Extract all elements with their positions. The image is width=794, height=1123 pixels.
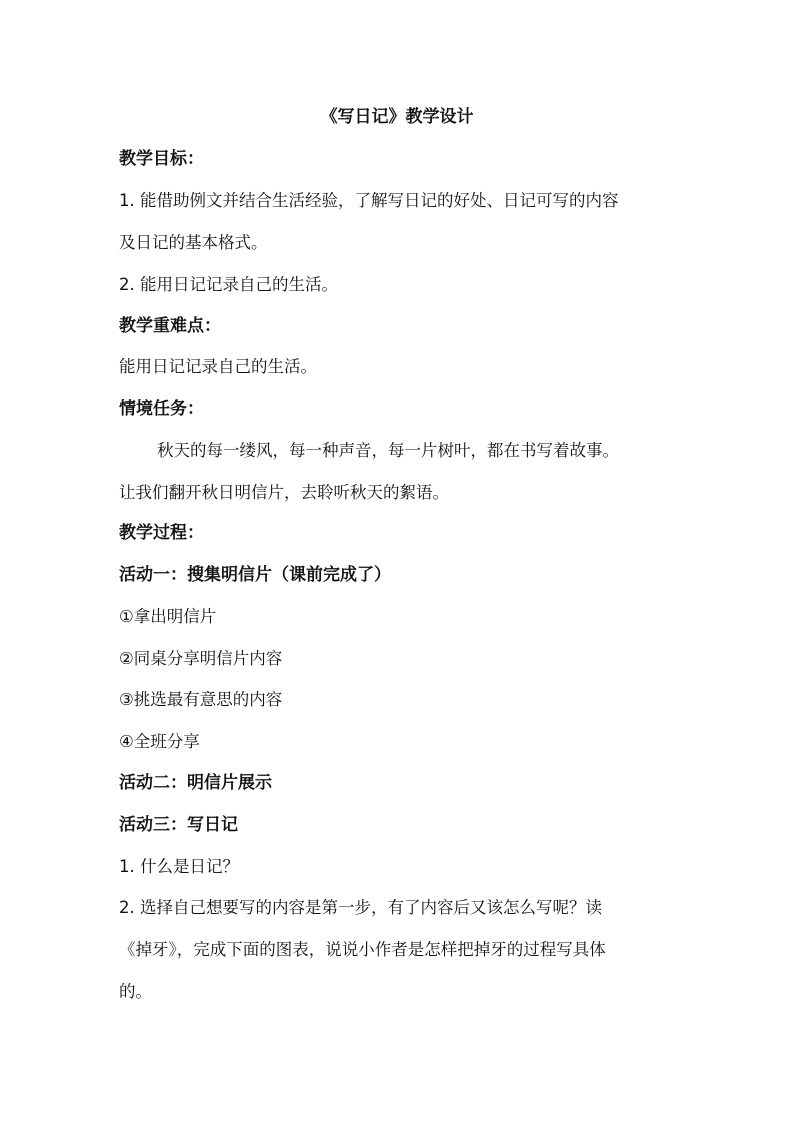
situation-line-1: 秋天的每一缕风，每一种声音，每一片树叶，都在书写着故事。 bbox=[157, 441, 619, 460]
situation-heading: 情境任务： bbox=[119, 399, 204, 419]
goals-heading: 教学目标： bbox=[119, 149, 204, 169]
goal-2: 2. 能用日记记录自己的生活。 bbox=[119, 275, 338, 294]
goal-1-line-2: 及日记的基本格式。 bbox=[119, 233, 268, 252]
activity-1-step: ③挑选最有意思的内容 bbox=[119, 690, 283, 709]
activity-1-step: ②同桌分享明信片内容 bbox=[119, 649, 283, 668]
key-points-text: 能用日记记录自己的生活。 bbox=[119, 357, 317, 376]
question-2-line-3: 的。 bbox=[119, 982, 152, 1001]
activity-1-step: ④全班分享 bbox=[119, 732, 200, 751]
activity-1-heading: 活动一：搜集明信片（课前完成了） bbox=[119, 565, 391, 585]
situation-line-2: 让我们翻开秋日明信片，去聆听秋天的絮语。 bbox=[119, 483, 449, 502]
goal-1-line-1: 1. 能借助例文并结合生活经验，了解写日记的好处、日记可写的内容 bbox=[119, 191, 619, 210]
process-heading: 教学过程： bbox=[119, 523, 204, 543]
question-2-line-1: 2. 选择自己想要写的内容是第一步，有了内容后又该怎么写呢？读 bbox=[119, 898, 602, 917]
question-2-line-2: 《掉牙》，完成下面的图表，说说小作者是怎样把掉牙的过程写具体 bbox=[119, 940, 606, 959]
activity-2-heading: 活动二：明信片展示 bbox=[119, 773, 272, 793]
question-1: 1. 什么是日记？ bbox=[119, 857, 239, 876]
activity-3-heading: 活动三：写日记 bbox=[119, 815, 238, 835]
activity-1-step: ①拿出明信片 bbox=[119, 607, 217, 626]
document-title: 《写日记》教学设计 bbox=[320, 107, 474, 127]
key-points-heading: 教学重难点： bbox=[119, 316, 221, 336]
